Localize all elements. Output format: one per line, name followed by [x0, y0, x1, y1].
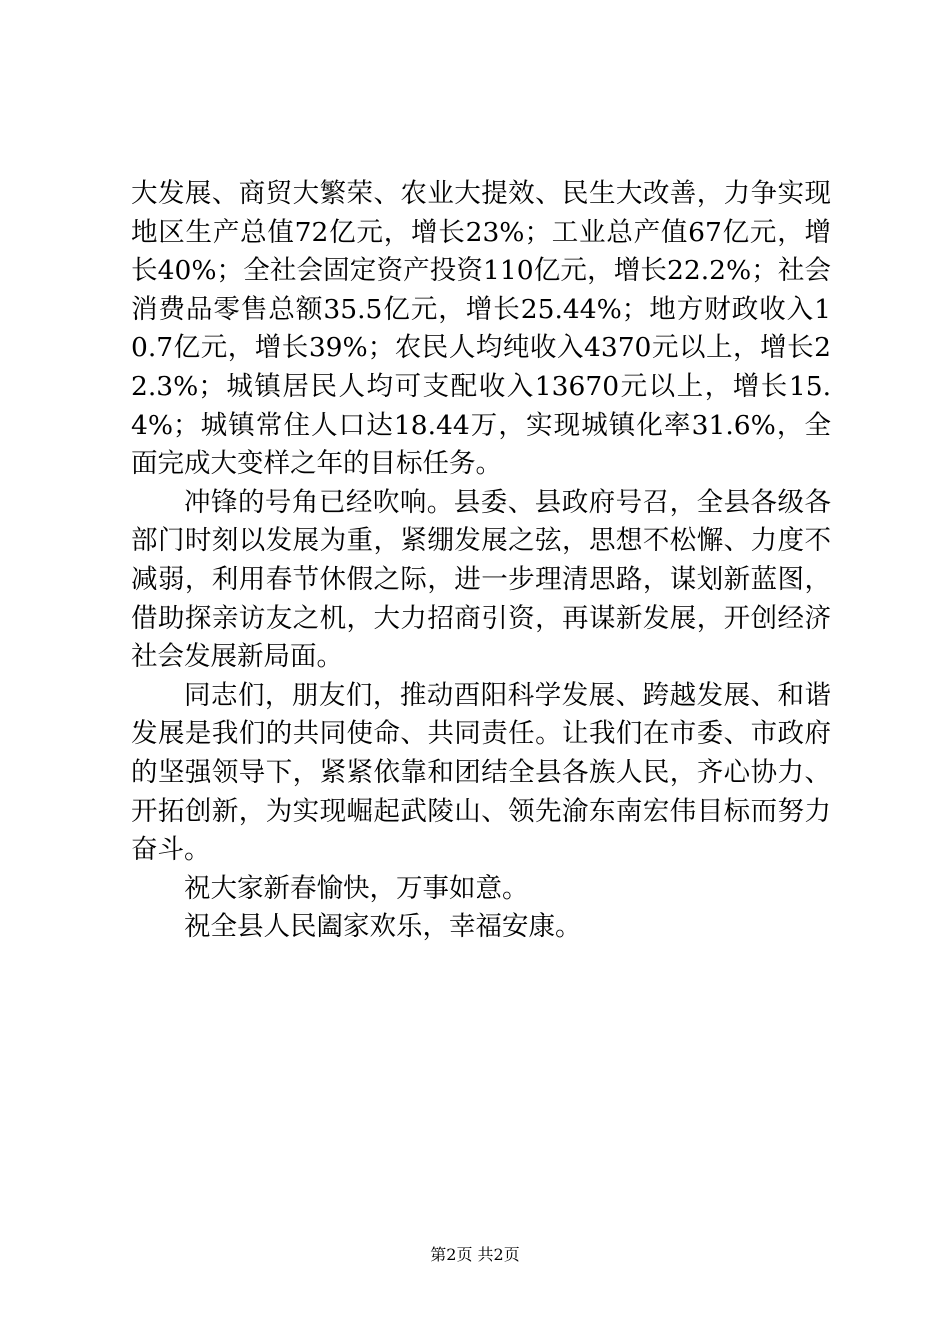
paragraph: 冲锋的号角已经吹响。县委、县政府号召，全县各级各部门时刻以发展为重，紧绷发展之弦，思想不松懈、力度不减弱，利用春节休假之际，进一步理清思路，谋划新蓝图，借助探亲访友之机，大力招商引资，再谋新发展，开创经济社会发展新局面。	[131, 486, 831, 673]
greeting-line: 祝全县人民阖家欢乐，幸福安康。	[184, 911, 582, 943]
document-body	[131, 175, 831, 947]
paragraph: 同志们，朋友们，推动酉阳科学发展、跨越发展、和谐发展是我们的共同使命、共同责任。让我们在市委、市政府的坚强领导下，紧紧依靠和团结全县各族人民，齐心协力、开拓创新，为实现崛起武陵山、领先渝东南宏伟目标而努力奋斗。	[131, 679, 831, 866]
page-number-footer: 第2页 共2页	[430, 1245, 520, 1264]
paragraph-continuation: 大发展、商贸大繁荣、农业大提效、民生大改善，力争实现地区生产总值72亿元，增长23%；工业总产值67亿元，增长40%；全社会固定资产投资110亿元，增长22.2%；社会消费品零售总额35.5亿元，增长25.44%；地方财政收入10.7亿元，增长39%；农民人均纯收入4370元以上，增长22.3%；城镇居民人均可支配收入13670元以上，增长15.4%；城镇常住人口达18.44万，实现城镇化率31.6%，全面完成大变样之年的目标任务。	[131, 178, 831, 480]
greeting-line: 祝大家新春愉快，万事如意。	[184, 872, 529, 904]
